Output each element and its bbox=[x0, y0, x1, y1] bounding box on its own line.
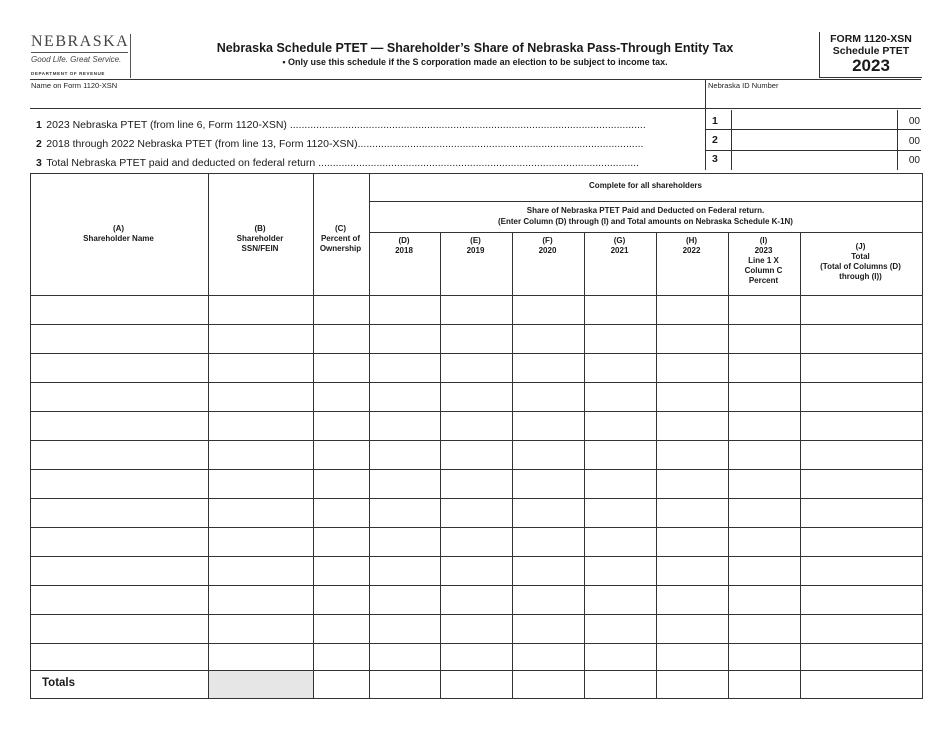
table-cell[interactable] bbox=[729, 528, 800, 556]
table-cell[interactable] bbox=[370, 644, 440, 670]
col-title: Percent of bbox=[320, 234, 361, 243]
table-cell[interactable] bbox=[585, 644, 656, 670]
col-letter: (G) bbox=[613, 236, 626, 245]
col-e-header bbox=[440, 236, 511, 256]
table-cell[interactable] bbox=[31, 383, 208, 411]
table-cell[interactable] bbox=[513, 412, 584, 440]
table-cell[interactable] bbox=[314, 615, 369, 643]
logo-divider bbox=[130, 34, 131, 78]
table-cell[interactable] bbox=[801, 383, 922, 411]
table-cell[interactable] bbox=[729, 499, 800, 527]
table-cell[interactable] bbox=[441, 441, 512, 469]
table-cell[interactable] bbox=[729, 615, 800, 643]
table-cell[interactable] bbox=[585, 412, 656, 440]
table-cell[interactable] bbox=[31, 441, 208, 469]
table-cell[interactable] bbox=[209, 528, 313, 556]
table-cell[interactable] bbox=[585, 383, 656, 411]
table-cell[interactable] bbox=[729, 325, 800, 353]
table-cell[interactable] bbox=[441, 412, 512, 440]
col-title: Line 1 X bbox=[748, 256, 779, 265]
table-cell[interactable] bbox=[370, 470, 440, 498]
table-cell[interactable] bbox=[513, 383, 584, 411]
form-subtitle: • Only use this schedule if the S corporation made an election to be subject to income tax. bbox=[282, 57, 668, 67]
divider bbox=[705, 150, 921, 151]
table-cell[interactable] bbox=[441, 499, 512, 527]
table-cell[interactable] bbox=[31, 412, 208, 440]
form-id-box bbox=[819, 32, 922, 78]
table-cell[interactable] bbox=[585, 499, 656, 527]
col-letter: (E) bbox=[470, 236, 481, 245]
id-label: Nebraska ID Number bbox=[708, 81, 779, 90]
col-letter: (I) bbox=[759, 236, 768, 245]
col-title: Shareholder bbox=[236, 234, 284, 243]
table-cell[interactable] bbox=[801, 644, 922, 670]
name-field[interactable] bbox=[31, 90, 704, 107]
divider bbox=[30, 108, 921, 109]
table-cell[interactable] bbox=[729, 354, 800, 382]
table-cell[interactable] bbox=[441, 383, 512, 411]
col-title: Ownership bbox=[319, 244, 362, 253]
totals-shaded-cell bbox=[209, 671, 313, 698]
table-cell[interactable] bbox=[657, 615, 728, 643]
table-cell[interactable] bbox=[513, 354, 584, 382]
table-cell[interactable] bbox=[314, 354, 369, 382]
table-cell[interactable] bbox=[370, 383, 440, 411]
table-cell[interactable] bbox=[370, 557, 440, 585]
col-b-header bbox=[208, 224, 312, 254]
col-title: Total bbox=[851, 252, 870, 261]
col-title: SSN/FEIN bbox=[241, 244, 279, 253]
table-cell[interactable] bbox=[314, 383, 369, 411]
line-1-amount-field[interactable] bbox=[732, 110, 896, 129]
table-cell[interactable] bbox=[441, 586, 512, 614]
col-d-header bbox=[369, 236, 439, 256]
table-cell[interactable] bbox=[209, 586, 313, 614]
table-cell[interactable] bbox=[314, 325, 369, 353]
col-title: (Total of Columns (D) bbox=[820, 262, 901, 271]
table-cell[interactable] bbox=[314, 644, 369, 670]
totals-cell[interactable] bbox=[314, 671, 369, 698]
col-title: Column C bbox=[744, 266, 783, 275]
line-3-number: 3 bbox=[36, 157, 42, 169]
table-cell[interactable] bbox=[314, 528, 369, 556]
col-letter: (J) bbox=[855, 242, 866, 251]
table-cell[interactable] bbox=[31, 296, 208, 324]
table-cell[interactable] bbox=[657, 354, 728, 382]
table-cell[interactable] bbox=[370, 586, 440, 614]
col-a-header bbox=[30, 224, 207, 244]
table-cell[interactable] bbox=[801, 354, 922, 382]
table-cell[interactable] bbox=[31, 325, 208, 353]
table-cell[interactable] bbox=[209, 499, 313, 527]
table-cell[interactable] bbox=[209, 412, 313, 440]
logo-underline bbox=[31, 52, 128, 53]
table-cell[interactable] bbox=[657, 296, 728, 324]
col-letter: (H) bbox=[685, 236, 698, 245]
line-3-amount-field[interactable] bbox=[732, 151, 896, 170]
table-cell[interactable] bbox=[31, 528, 208, 556]
table-cell[interactable] bbox=[209, 325, 313, 353]
table-cell[interactable] bbox=[729, 586, 800, 614]
table-cell[interactable] bbox=[370, 412, 440, 440]
col-title: 2021 bbox=[610, 246, 629, 255]
table-cell[interactable] bbox=[513, 441, 584, 469]
col-title: through (I)) bbox=[839, 272, 882, 281]
line-2-label: 2018 through 2022 Nebraska PTET (from line 13, Form 1120-XSN) bbox=[46, 138, 358, 150]
dot-leader: .................................................................................................. bbox=[357, 138, 644, 150]
col-title: 2020 bbox=[538, 246, 557, 255]
table-cell[interactable] bbox=[513, 470, 584, 498]
col-c-header bbox=[313, 224, 368, 254]
logo-department: DEPARTMENT OF REVENUE bbox=[31, 71, 106, 76]
table-cell[interactable] bbox=[31, 615, 208, 643]
line-3-row bbox=[36, 153, 639, 171]
table-cell[interactable] bbox=[801, 296, 922, 324]
header-divider bbox=[369, 201, 922, 202]
table-cell[interactable] bbox=[441, 557, 512, 585]
totals-cell[interactable] bbox=[513, 671, 584, 698]
line-2-row bbox=[36, 134, 643, 152]
line-3-label: Total Nebraska PTET paid and deducted on federal return bbox=[46, 157, 316, 169]
line-3-cents: 00 bbox=[908, 155, 920, 166]
col-letter: (B) bbox=[254, 224, 266, 233]
table-cell[interactable] bbox=[31, 499, 208, 527]
table-cell[interactable] bbox=[513, 615, 584, 643]
table-cell[interactable] bbox=[801, 615, 922, 643]
group-header: Complete for all shareholders bbox=[589, 181, 702, 190]
table-cell[interactable] bbox=[441, 615, 512, 643]
header-divider bbox=[369, 232, 922, 233]
table-cell[interactable] bbox=[314, 441, 369, 469]
totals-cell[interactable] bbox=[729, 671, 800, 698]
table-cell[interactable] bbox=[31, 644, 208, 670]
table-cell[interactable] bbox=[31, 586, 208, 614]
schedule-name: Schedule PTET bbox=[832, 45, 910, 57]
line-2-amount-field[interactable] bbox=[732, 130, 896, 149]
table-cell[interactable] bbox=[729, 441, 800, 469]
table-cell[interactable] bbox=[314, 586, 369, 614]
table-cell[interactable] bbox=[370, 354, 440, 382]
col-title: 2023 bbox=[754, 246, 773, 255]
table-cell[interactable] bbox=[513, 644, 584, 670]
name-label: Name on Form 1120-XSN bbox=[31, 81, 118, 90]
table-cell[interactable] bbox=[585, 296, 656, 324]
table-cell[interactable] bbox=[657, 586, 728, 614]
col-title: 2018 bbox=[395, 246, 413, 255]
dot-leader: .......................................................................................................................... bbox=[286, 119, 646, 131]
totals-cell[interactable] bbox=[441, 671, 512, 698]
table-cell[interactable] bbox=[585, 470, 656, 498]
col-title: Percent bbox=[748, 276, 779, 285]
table-cell[interactable] bbox=[370, 499, 440, 527]
totals-cell[interactable] bbox=[801, 671, 922, 698]
table-cell[interactable] bbox=[209, 615, 313, 643]
col-g-header bbox=[584, 236, 655, 256]
line-1-cents: 00 bbox=[908, 116, 920, 127]
totals-cell[interactable] bbox=[370, 671, 440, 698]
box-2-label: 2 bbox=[712, 134, 718, 146]
table-cell[interactable] bbox=[657, 470, 728, 498]
table-cell[interactable] bbox=[209, 557, 313, 585]
table-cell[interactable] bbox=[801, 499, 922, 527]
table-cell[interactable] bbox=[657, 557, 728, 585]
table-cell[interactable] bbox=[314, 499, 369, 527]
totals-cell[interactable] bbox=[657, 671, 728, 698]
col-j-header bbox=[800, 242, 921, 282]
table-cell[interactable] bbox=[801, 441, 922, 469]
col-title: 2022 bbox=[682, 246, 701, 255]
mask bbox=[700, 110, 704, 168]
table-cell[interactable] bbox=[801, 412, 922, 440]
sub-header-1: Share of Nebraska PTET Paid and Deducted on Federal return. bbox=[526, 206, 765, 215]
table-cell[interactable] bbox=[441, 354, 512, 382]
table-cell[interactable] bbox=[314, 296, 369, 324]
line-2-number: 2 bbox=[36, 138, 42, 150]
table-cell[interactable] bbox=[370, 441, 440, 469]
logo-tagline: Good Life. Great Service. bbox=[31, 55, 122, 64]
table-cell[interactable] bbox=[801, 470, 922, 498]
table-cell[interactable] bbox=[585, 615, 656, 643]
col-letter: (C) bbox=[334, 224, 347, 233]
table-cell[interactable] bbox=[585, 354, 656, 382]
box-1-label: 1 bbox=[712, 115, 718, 127]
divider bbox=[705, 129, 921, 130]
col-i-header bbox=[728, 236, 799, 286]
table-cell[interactable] bbox=[729, 412, 800, 440]
table-top-border bbox=[30, 173, 923, 174]
table-cell[interactable] bbox=[513, 296, 584, 324]
table-cell[interactable] bbox=[729, 470, 800, 498]
line-1-number: 1 bbox=[36, 119, 42, 131]
col-h-header bbox=[656, 236, 727, 256]
col-letter: (A) bbox=[112, 224, 125, 233]
table-cell[interactable] bbox=[729, 383, 800, 411]
col-title: Shareholder Name bbox=[83, 234, 154, 243]
table-cell[interactable] bbox=[314, 412, 369, 440]
col-letter: (F) bbox=[542, 236, 553, 245]
table-cell[interactable] bbox=[657, 325, 728, 353]
table-cell[interactable] bbox=[729, 644, 800, 670]
table-cell[interactable] bbox=[370, 296, 440, 324]
table-cell[interactable] bbox=[370, 528, 440, 556]
table-cell[interactable] bbox=[513, 499, 584, 527]
form-title: Nebraska Schedule PTET — Shareholder’s Share of Nebraska Pass-Through Entity Tax bbox=[216, 41, 734, 55]
table-cell[interactable] bbox=[657, 499, 728, 527]
table-cell[interactable] bbox=[370, 615, 440, 643]
table-cell[interactable] bbox=[657, 412, 728, 440]
table-cell[interactable] bbox=[441, 644, 512, 670]
table-cell[interactable] bbox=[370, 325, 440, 353]
table-cell[interactable] bbox=[513, 557, 584, 585]
dot-leader: .............................................................................................................. bbox=[315, 157, 640, 169]
table-cell[interactable] bbox=[513, 528, 584, 556]
totals-cell[interactable] bbox=[585, 671, 656, 698]
line-2-cents: 00 bbox=[908, 136, 920, 147]
col-letter: (D) bbox=[398, 236, 410, 245]
table-cell[interactable] bbox=[441, 296, 512, 324]
table-cell[interactable] bbox=[441, 470, 512, 498]
table-cell[interactable] bbox=[585, 441, 656, 469]
table-cell[interactable] bbox=[585, 586, 656, 614]
table-cell[interactable] bbox=[657, 383, 728, 411]
table-cell[interactable] bbox=[801, 586, 922, 614]
tax-year: 2023 bbox=[852, 56, 890, 75]
table-cell[interactable] bbox=[657, 644, 728, 670]
table-cell[interactable] bbox=[209, 383, 313, 411]
line-1-label: 2023 Nebraska PTET (from line 6, Form 1120-XSN) bbox=[46, 119, 287, 131]
table-cell[interactable] bbox=[31, 354, 208, 382]
table-cell[interactable] bbox=[729, 557, 800, 585]
table-cell[interactable] bbox=[729, 296, 800, 324]
column-line bbox=[922, 173, 923, 699]
table-cell[interactable] bbox=[657, 528, 728, 556]
table-cell[interactable] bbox=[31, 470, 208, 498]
table-cell[interactable] bbox=[657, 441, 728, 469]
table-cell[interactable] bbox=[801, 325, 922, 353]
nebraska-id-field[interactable] bbox=[708, 90, 920, 107]
table-cell[interactable] bbox=[209, 354, 313, 382]
table-cell[interactable] bbox=[585, 528, 656, 556]
divider bbox=[30, 79, 921, 80]
form-number: FORM 1120-XSN bbox=[830, 33, 912, 45]
col-f-header bbox=[512, 236, 583, 256]
table-cell[interactable] bbox=[585, 325, 656, 353]
table-bottom-border bbox=[30, 698, 923, 699]
table-cell[interactable] bbox=[513, 325, 584, 353]
table-cell[interactable] bbox=[209, 441, 313, 469]
box-3-label: 3 bbox=[712, 153, 718, 165]
table-cell[interactable] bbox=[209, 470, 313, 498]
table-cell[interactable] bbox=[441, 528, 512, 556]
divider bbox=[705, 79, 706, 170]
line-1-row bbox=[36, 115, 646, 133]
table-cell[interactable] bbox=[314, 557, 369, 585]
totals-label: Totals bbox=[42, 677, 76, 689]
nebraska-logo: NEBRASKA bbox=[31, 33, 130, 50]
table-cell[interactable] bbox=[801, 528, 922, 556]
col-title: 2019 bbox=[466, 246, 485, 255]
table-cell[interactable] bbox=[314, 470, 369, 498]
table-cell[interactable] bbox=[209, 296, 313, 324]
sub-header-2: (Enter Column (D) through (I) and Total amounts on Nebraska Schedule K-1N) bbox=[498, 217, 793, 226]
table-cell[interactable] bbox=[585, 557, 656, 585]
table-cell[interactable] bbox=[31, 557, 208, 585]
table-cell[interactable] bbox=[209, 644, 313, 670]
table-cell[interactable] bbox=[441, 325, 512, 353]
table-cell[interactable] bbox=[801, 557, 922, 585]
table-cell[interactable] bbox=[513, 586, 584, 614]
